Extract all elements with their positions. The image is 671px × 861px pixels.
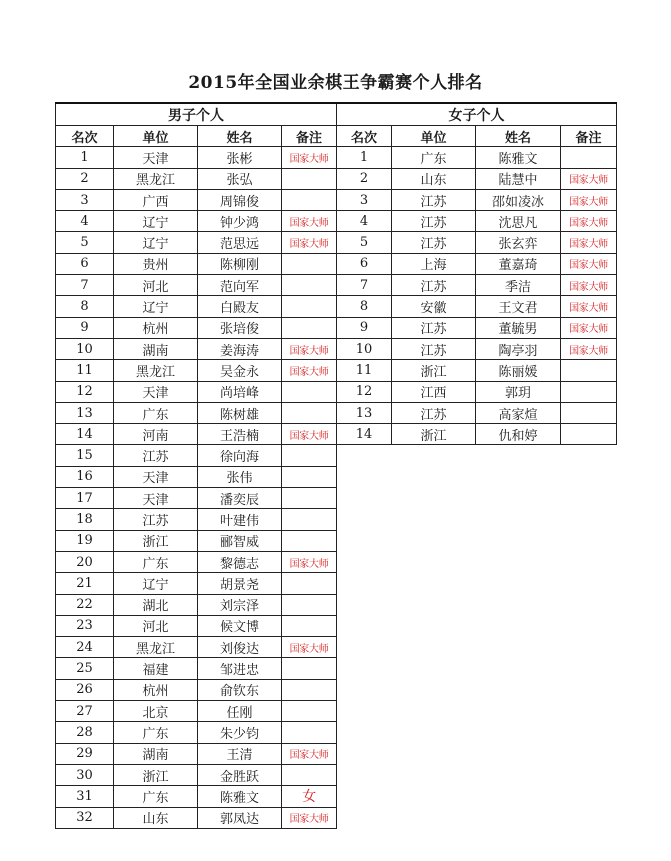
name-cell: 沈思凡	[476, 211, 561, 232]
note-cell: 国家大师	[561, 317, 617, 338]
name-cell: 郭凤达	[198, 807, 282, 828]
unit-cell: 天津	[114, 147, 198, 168]
women-ranking-table	[336, 102, 617, 445]
note-cell	[561, 147, 617, 168]
unit-cell: 江苏	[392, 211, 476, 232]
note-cell	[282, 296, 337, 317]
name-cell: 张彬	[198, 147, 282, 168]
note-cell	[282, 658, 337, 679]
name-cell: 黎德志	[198, 551, 282, 572]
rank-cell: 3	[56, 189, 114, 210]
rank-cell: 14	[56, 424, 114, 445]
unit-cell: 江苏	[392, 338, 476, 359]
unit-cell: 江西	[392, 381, 476, 402]
unit-cell: 湖南	[114, 338, 198, 359]
rank-cell: 20	[56, 551, 114, 572]
note-cell	[282, 573, 337, 594]
unit-cell: 江苏	[392, 232, 476, 253]
note-cell	[282, 615, 337, 636]
men-table-row	[56, 488, 337, 509]
name-cell: 季洁	[476, 275, 561, 296]
name-cell: 郭玥	[476, 381, 561, 402]
unit-cell: 北京	[114, 701, 198, 722]
name-cell: 陈雅文	[476, 147, 561, 168]
rank-cell: 12	[56, 381, 114, 402]
unit-cell: 河北	[114, 275, 198, 296]
women-table-row	[337, 275, 617, 296]
name-cell: 徐向海	[198, 445, 282, 466]
note-cell: 国家大师	[282, 232, 337, 253]
name-cell: 刘俊达	[198, 637, 282, 658]
men-col-name: 姓名	[198, 126, 282, 147]
men-table-row	[56, 211, 337, 232]
unit-cell: 湖南	[114, 743, 198, 764]
note-cell: 国家大师	[282, 551, 337, 572]
unit-cell: 安徽	[392, 296, 476, 317]
name-cell: 张玄弈	[476, 232, 561, 253]
rank-cell: 11	[56, 360, 114, 381]
name-cell: 陶亭羽	[476, 338, 561, 359]
note-cell	[282, 445, 337, 466]
name-cell: 白殿友	[198, 296, 282, 317]
note-cell: 国家大师	[282, 807, 337, 828]
name-cell: 邵如凌冰	[476, 189, 561, 210]
women-table-row	[337, 402, 617, 423]
rank-cell: 8	[56, 296, 114, 317]
men-table-row	[56, 360, 337, 381]
rank-cell: 19	[56, 530, 114, 551]
rank-cell: 18	[56, 509, 114, 530]
men-table-row	[56, 424, 337, 445]
name-cell: 董嘉琦	[476, 253, 561, 274]
note-cell: 国家大师	[561, 296, 617, 317]
note-cell	[282, 275, 337, 296]
unit-cell: 广东	[114, 551, 198, 572]
name-cell: 陈树雄	[198, 402, 282, 423]
men-table-row	[56, 573, 337, 594]
unit-cell: 杭州	[114, 317, 198, 338]
unit-cell: 辽宁	[114, 573, 198, 594]
unit-cell: 杭州	[114, 679, 198, 700]
unit-cell: 浙江	[114, 764, 198, 785]
rank-cell: 2	[337, 168, 392, 189]
men-table-row	[56, 764, 337, 785]
unit-cell: 江苏	[392, 402, 476, 423]
women-section-heading: 女子个人	[337, 103, 617, 126]
rank-cell: 12	[337, 381, 392, 402]
rank-cell: 16	[56, 466, 114, 487]
men-table-row	[56, 168, 337, 189]
name-cell: 王清	[198, 743, 282, 764]
name-cell: 陆慧中	[476, 168, 561, 189]
men-table-row	[56, 509, 337, 530]
note-cell	[282, 509, 337, 530]
rank-cell: 10	[56, 338, 114, 359]
rank-cell: 4	[337, 211, 392, 232]
name-cell: 候文博	[198, 615, 282, 636]
rank-cell: 28	[56, 722, 114, 743]
rank-cell: 31	[56, 786, 114, 807]
men-ranking-table	[55, 102, 337, 829]
women-col-rank: 名次	[337, 126, 392, 147]
note-cell: 国家大师	[561, 189, 617, 210]
unit-cell: 福建	[114, 658, 198, 679]
rank-cell: 32	[56, 807, 114, 828]
name-cell: 吴金永	[198, 360, 282, 381]
women-table-row	[337, 232, 617, 253]
note-cell: 国家大师	[282, 147, 337, 168]
name-cell: 叶建伟	[198, 509, 282, 530]
unit-cell: 江苏	[392, 317, 476, 338]
note-cell: 国家大师	[561, 275, 617, 296]
unit-cell: 河北	[114, 615, 198, 636]
men-table-row	[56, 189, 337, 210]
name-cell: 邹进忠	[198, 658, 282, 679]
note-cell: 国家大师	[282, 637, 337, 658]
name-cell: 尚培峰	[198, 381, 282, 402]
men-table-row	[56, 551, 337, 572]
unit-cell: 黑龙江	[114, 637, 198, 658]
men-table-row	[56, 786, 337, 807]
note-cell	[282, 679, 337, 700]
note-cell	[561, 424, 617, 445]
rank-cell: 13	[337, 402, 392, 423]
rank-cell: 23	[56, 615, 114, 636]
rank-cell: 4	[56, 211, 114, 232]
unit-cell: 浙江	[392, 424, 476, 445]
name-cell: 陈雅文	[198, 786, 282, 807]
name-cell: 潘奕辰	[198, 488, 282, 509]
women-table-row	[337, 211, 617, 232]
note-cell	[282, 168, 337, 189]
rank-cell: 26	[56, 679, 114, 700]
name-cell: 王文君	[476, 296, 561, 317]
note-cell: 国家大师	[282, 743, 337, 764]
note-cell	[282, 189, 337, 210]
women-table-row	[337, 317, 617, 338]
name-cell: 陈丽媛	[476, 360, 561, 381]
men-table-row	[56, 147, 337, 168]
rank-cell: 17	[56, 488, 114, 509]
men-table-row	[56, 637, 337, 658]
rank-cell: 25	[56, 658, 114, 679]
unit-cell: 黑龙江	[114, 360, 198, 381]
unit-cell: 天津	[114, 381, 198, 402]
unit-cell: 贵州	[114, 253, 198, 274]
name-cell: 范向军	[198, 275, 282, 296]
note-cell: 国家大师	[282, 424, 337, 445]
men-table-row	[56, 701, 337, 722]
name-cell: 俞钦东	[198, 679, 282, 700]
note-cell	[282, 466, 337, 487]
note-cell	[282, 381, 337, 402]
note-cell	[282, 253, 337, 274]
women-table-row	[337, 296, 617, 317]
men-table-row	[56, 402, 337, 423]
name-cell: 任刚	[198, 701, 282, 722]
women-table-row	[337, 147, 617, 168]
men-col-unit: 单位	[114, 126, 198, 147]
rank-cell: 1	[56, 147, 114, 168]
note-cell	[282, 764, 337, 785]
rank-cell: 9	[56, 317, 114, 338]
unit-cell: 江苏	[392, 189, 476, 210]
rank-cell: 5	[337, 232, 392, 253]
unit-cell: 山东	[114, 807, 198, 828]
name-cell: 郦智威	[198, 530, 282, 551]
rank-cell: 8	[337, 296, 392, 317]
rank-cell: 14	[337, 424, 392, 445]
men-table-row	[56, 338, 337, 359]
note-cell: 女	[282, 786, 337, 807]
name-cell: 金胜跃	[198, 764, 282, 785]
men-table-row	[56, 743, 337, 764]
unit-cell: 广东	[114, 402, 198, 423]
note-cell	[561, 381, 617, 402]
women-col-name: 姓名	[476, 126, 561, 147]
note-cell	[561, 360, 617, 381]
name-cell: 钟少鸿	[198, 211, 282, 232]
unit-cell: 天津	[114, 466, 198, 487]
men-table-row	[56, 445, 337, 466]
note-cell: 国家大师	[561, 168, 617, 189]
men-table-row	[56, 466, 337, 487]
name-cell: 刘宗泽	[198, 594, 282, 615]
note-cell: 国家大师	[282, 211, 337, 232]
unit-cell: 浙江	[392, 360, 476, 381]
rank-cell: 6	[337, 253, 392, 274]
unit-cell: 广西	[114, 189, 198, 210]
women-table-row	[337, 189, 617, 210]
men-col-note: 备注	[282, 126, 337, 147]
name-cell: 仇和婷	[476, 424, 561, 445]
women-col-unit: 单位	[392, 126, 476, 147]
rank-cell: 1	[337, 147, 392, 168]
rank-cell: 7	[337, 275, 392, 296]
note-cell	[282, 701, 337, 722]
name-cell: 陈柳刚	[198, 253, 282, 274]
women-table-row	[337, 253, 617, 274]
unit-cell: 上海	[392, 253, 476, 274]
rank-cell: 29	[56, 743, 114, 764]
unit-cell: 江苏	[392, 275, 476, 296]
men-table-row	[56, 594, 337, 615]
unit-cell: 天津	[114, 488, 198, 509]
women-table-row	[337, 168, 617, 189]
name-cell: 高家煊	[476, 402, 561, 423]
note-cell: 国家大师	[561, 232, 617, 253]
unit-cell: 广东	[114, 786, 198, 807]
rank-cell: 11	[337, 360, 392, 381]
women-table-row	[337, 381, 617, 402]
men-col-rank: 名次	[56, 126, 114, 147]
note-cell: 国家大师	[282, 338, 337, 359]
name-cell: 王浩楠	[198, 424, 282, 445]
rank-cell: 30	[56, 764, 114, 785]
rank-cell: 6	[56, 253, 114, 274]
men-table-row	[56, 530, 337, 551]
note-cell	[282, 722, 337, 743]
unit-cell: 黑龙江	[114, 168, 198, 189]
rank-cell: 10	[337, 338, 392, 359]
name-cell: 姜海涛	[198, 338, 282, 359]
men-table-row	[56, 253, 337, 274]
name-cell: 张弘	[198, 168, 282, 189]
name-cell: 胡景尧	[198, 573, 282, 594]
unit-cell: 广东	[392, 147, 476, 168]
unit-cell: 山东	[392, 168, 476, 189]
men-table-row	[56, 317, 337, 338]
name-cell: 董毓男	[476, 317, 561, 338]
women-col-note: 备注	[561, 126, 617, 147]
men-table-row	[56, 232, 337, 253]
women-table-row	[337, 360, 617, 381]
men-table-row	[56, 658, 337, 679]
page-title: 2015年全国业余棋王争霸赛个人排名	[188, 73, 483, 93]
rank-cell: 13	[56, 402, 114, 423]
rank-cell: 27	[56, 701, 114, 722]
name-cell: 范思远	[198, 232, 282, 253]
men-table-row	[56, 381, 337, 402]
rank-cell: 24	[56, 637, 114, 658]
men-section-heading: 男子个人	[56, 103, 337, 126]
note-cell	[282, 317, 337, 338]
rank-cell: 3	[337, 189, 392, 210]
unit-cell: 江苏	[114, 509, 198, 530]
unit-cell: 江苏	[114, 445, 198, 466]
men-table-row	[56, 296, 337, 317]
rank-cell: 21	[56, 573, 114, 594]
men-table-row	[56, 722, 337, 743]
note-cell	[282, 488, 337, 509]
note-cell: 国家大师	[561, 253, 617, 274]
name-cell: 周锦俊	[198, 189, 282, 210]
rank-cell: 9	[337, 317, 392, 338]
women-table-row	[337, 424, 617, 445]
unit-cell: 辽宁	[114, 232, 198, 253]
men-table-row	[56, 615, 337, 636]
name-cell: 张伟	[198, 466, 282, 487]
note-cell	[282, 594, 337, 615]
rank-cell: 5	[56, 232, 114, 253]
unit-cell: 辽宁	[114, 211, 198, 232]
men-table-row	[56, 679, 337, 700]
rank-cell: 15	[56, 445, 114, 466]
note-cell	[282, 402, 337, 423]
rank-cell: 2	[56, 168, 114, 189]
men-table-row	[56, 275, 337, 296]
unit-cell: 广东	[114, 722, 198, 743]
name-cell: 朱少钧	[198, 722, 282, 743]
note-cell: 国家大师	[561, 338, 617, 359]
women-table-row	[337, 338, 617, 359]
note-cell	[561, 402, 617, 423]
rank-cell: 7	[56, 275, 114, 296]
unit-cell: 辽宁	[114, 296, 198, 317]
unit-cell: 浙江	[114, 530, 198, 551]
name-cell: 张培俊	[198, 317, 282, 338]
men-table-row	[56, 807, 337, 828]
rank-cell: 22	[56, 594, 114, 615]
unit-cell: 河南	[114, 424, 198, 445]
note-cell: 国家大师	[561, 211, 617, 232]
note-cell	[282, 530, 337, 551]
note-cell: 国家大师	[282, 360, 337, 381]
unit-cell: 湖北	[114, 594, 198, 615]
